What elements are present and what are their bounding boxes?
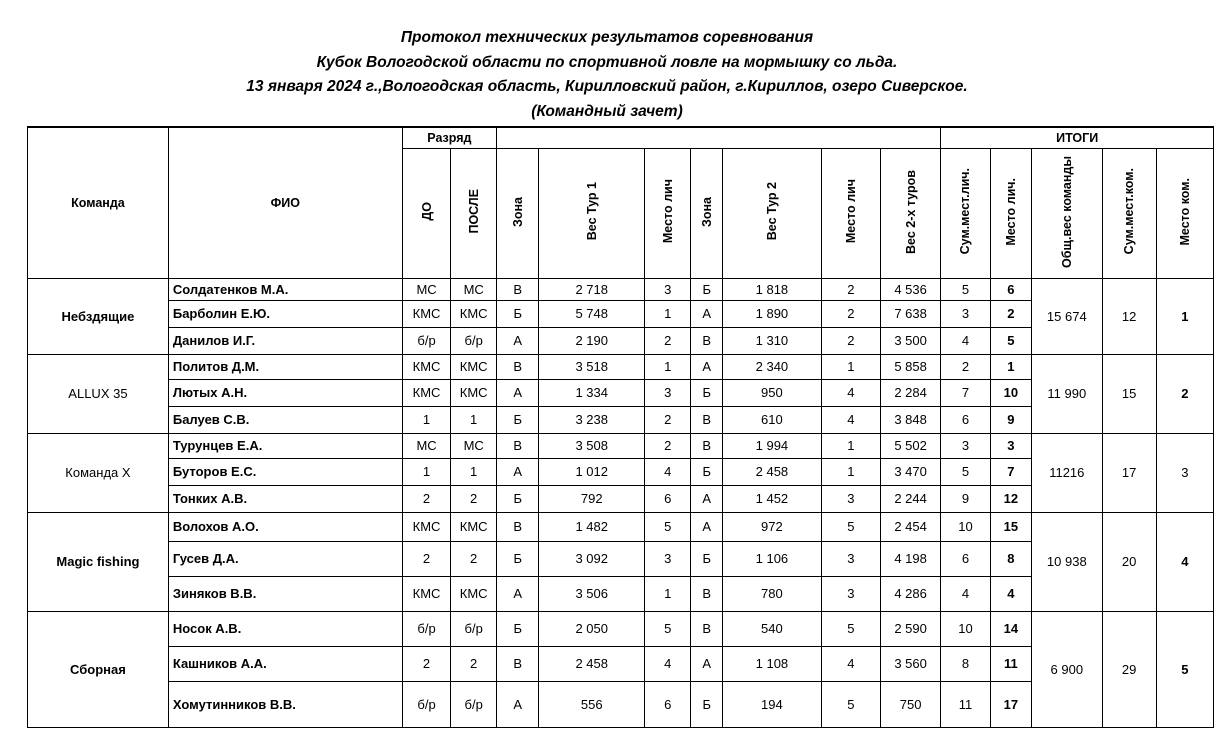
weight-2: 540 bbox=[723, 611, 822, 646]
zone-2: А bbox=[691, 512, 723, 541]
weight-1: 1 482 bbox=[539, 512, 645, 541]
weight-2: 1 890 bbox=[723, 300, 822, 327]
weight-total: 4 198 bbox=[880, 541, 940, 576]
place-1: 2 bbox=[645, 406, 691, 433]
sum-places: 6 bbox=[941, 406, 990, 433]
header-place-2: Место лич bbox=[821, 148, 880, 278]
zone-1: А bbox=[497, 379, 539, 406]
team-place: 3 bbox=[1156, 433, 1213, 512]
team-weight: 10 938 bbox=[1032, 512, 1102, 611]
team-weight: 6 900 bbox=[1032, 611, 1102, 727]
weight-total: 7 638 bbox=[880, 300, 940, 327]
sum-places: 10 bbox=[941, 611, 990, 646]
document-title bbox=[0, 26, 1214, 124]
place-1: 3 bbox=[645, 541, 691, 576]
weight-2: 972 bbox=[723, 512, 822, 541]
rank-after: 2 bbox=[451, 485, 497, 512]
header-totals-group: ИТОГИ bbox=[941, 127, 1214, 148]
zone-1: Б bbox=[497, 300, 539, 327]
table-row bbox=[28, 512, 1214, 541]
header-rank-after: ПОСЛЕ bbox=[451, 148, 497, 278]
place-personal: 10 bbox=[990, 379, 1031, 406]
weight-1: 792 bbox=[539, 485, 645, 512]
weight-2: 1 106 bbox=[723, 541, 822, 576]
zone-1: Б bbox=[497, 611, 539, 646]
place-personal: 3 bbox=[990, 433, 1031, 458]
title-line-1: Протокол технических результатов соревнования bbox=[400, 29, 814, 46]
weight-total: 2 454 bbox=[880, 512, 940, 541]
member-name: Зиняков В.В. bbox=[168, 576, 402, 611]
weight-total: 3 500 bbox=[880, 327, 940, 354]
zone-2: А bbox=[691, 354, 723, 379]
zone-2: В bbox=[691, 611, 723, 646]
weight-total: 2 284 bbox=[880, 379, 940, 406]
zone-1: А bbox=[497, 681, 539, 727]
sum-team-places: 17 bbox=[1102, 433, 1156, 512]
place-personal: 2 bbox=[990, 300, 1031, 327]
member-name: Хомутинников В.В. bbox=[168, 681, 402, 727]
sum-places: 2 bbox=[941, 354, 990, 379]
weight-total: 5 858 bbox=[880, 354, 940, 379]
member-name: Балуев С.В. bbox=[168, 406, 402, 433]
zone-2: Б bbox=[691, 541, 723, 576]
place-1: 5 bbox=[645, 611, 691, 646]
rank-after: б/р bbox=[451, 681, 497, 727]
place-1: 2 bbox=[645, 327, 691, 354]
header-team: Команда bbox=[28, 127, 169, 278]
member-name: Волохов А.О. bbox=[168, 512, 402, 541]
rank-before: КМС bbox=[402, 354, 451, 379]
zone-1: Б bbox=[497, 406, 539, 433]
rank-before: 2 bbox=[402, 541, 451, 576]
rank-after: КМС bbox=[451, 354, 497, 379]
place-1: 6 bbox=[645, 681, 691, 727]
rank-after: МС bbox=[451, 278, 497, 300]
zone-1: А bbox=[497, 576, 539, 611]
title-line-4: (Командный зачет) bbox=[531, 102, 683, 120]
zone-2: А bbox=[691, 646, 723, 681]
weight-1: 3 518 bbox=[539, 354, 645, 379]
place-1: 4 bbox=[645, 646, 691, 681]
rank-after: КМС bbox=[451, 576, 497, 611]
weight-1: 2 050 bbox=[539, 611, 645, 646]
weight-total: 750 bbox=[880, 681, 940, 727]
zone-2: Б bbox=[691, 681, 723, 727]
weight-1: 3 508 bbox=[539, 433, 645, 458]
place-2: 5 bbox=[821, 512, 880, 541]
team-place: 1 bbox=[1156, 278, 1213, 354]
place-1: 1 bbox=[645, 300, 691, 327]
zone-2: А bbox=[691, 300, 723, 327]
sum-places: 7 bbox=[941, 379, 990, 406]
place-2: 1 bbox=[821, 433, 880, 458]
rank-after: 2 bbox=[451, 646, 497, 681]
header-fio: ФИО bbox=[168, 127, 402, 278]
rank-after: МС bbox=[451, 433, 497, 458]
zone-2: Б bbox=[691, 379, 723, 406]
table-row bbox=[28, 433, 1214, 458]
rank-after: КМС bbox=[451, 300, 497, 327]
sum-team-places: 20 bbox=[1102, 512, 1156, 611]
weight-total: 5 502 bbox=[880, 433, 940, 458]
place-1: 5 bbox=[645, 512, 691, 541]
sum-places: 4 bbox=[941, 327, 990, 354]
place-personal: 11 bbox=[990, 646, 1031, 681]
rank-before: 1 bbox=[402, 406, 451, 433]
rank-before: КМС bbox=[402, 379, 451, 406]
weight-total: 2 590 bbox=[880, 611, 940, 646]
place-personal: 9 bbox=[990, 406, 1031, 433]
weight-total: 3 470 bbox=[880, 458, 940, 485]
zone-1: А bbox=[497, 327, 539, 354]
weight-2: 1 818 bbox=[723, 278, 822, 300]
rank-before: б/р bbox=[402, 611, 451, 646]
weight-2: 780 bbox=[723, 576, 822, 611]
weight-1: 2 190 bbox=[539, 327, 645, 354]
zone-1: В bbox=[497, 278, 539, 300]
weight-1: 1 012 bbox=[539, 458, 645, 485]
place-2: 3 bbox=[821, 485, 880, 512]
place-2: 4 bbox=[821, 379, 880, 406]
place-2: 1 bbox=[821, 354, 880, 379]
weight-total: 3 560 bbox=[880, 646, 940, 681]
header-sum-team-places: Сум.мест.ком. bbox=[1102, 148, 1156, 278]
place-2: 2 bbox=[821, 300, 880, 327]
team-name: ALLUX 35 bbox=[28, 354, 169, 433]
rank-before: МС bbox=[402, 433, 451, 458]
zone-2: А bbox=[691, 485, 723, 512]
weight-1: 3 238 bbox=[539, 406, 645, 433]
team-weight: 11216 bbox=[1032, 433, 1102, 512]
sum-places: 11 bbox=[941, 681, 990, 727]
weight-1: 2 458 bbox=[539, 646, 645, 681]
table-row bbox=[28, 354, 1214, 379]
title-line-3: 13 января 2024 г.,Вологодская область, Кирилловский район, г.Кириллов, озеро Сиверское. bbox=[246, 78, 968, 95]
rank-after: КМС bbox=[451, 379, 497, 406]
weight-2: 1 310 bbox=[723, 327, 822, 354]
member-name: Кашников А.А. bbox=[168, 646, 402, 681]
zone-2: В bbox=[691, 406, 723, 433]
member-name: Носок А.В. bbox=[168, 611, 402, 646]
rank-after: 1 bbox=[451, 406, 497, 433]
rank-after: 2 bbox=[451, 541, 497, 576]
place-2: 4 bbox=[821, 646, 880, 681]
member-name: Барболин Е.Ю. bbox=[168, 300, 402, 327]
sum-places: 4 bbox=[941, 576, 990, 611]
rank-after: б/р bbox=[451, 611, 497, 646]
weight-2: 1 994 bbox=[723, 433, 822, 458]
weight-2: 950 bbox=[723, 379, 822, 406]
header-place-1: Место лич bbox=[645, 148, 691, 278]
weight-2: 1 452 bbox=[723, 485, 822, 512]
team-name: Команда Х bbox=[28, 433, 169, 512]
zone-1: В bbox=[497, 433, 539, 458]
member-name: Лютых А.Н. bbox=[168, 379, 402, 406]
sum-places: 5 bbox=[941, 458, 990, 485]
rank-before: 2 bbox=[402, 646, 451, 681]
place-2: 2 bbox=[821, 327, 880, 354]
zone-1: Б bbox=[497, 485, 539, 512]
place-1: 2 bbox=[645, 433, 691, 458]
header-rank-group: Разряд bbox=[402, 127, 496, 148]
place-personal: 14 bbox=[990, 611, 1031, 646]
rank-before: б/р bbox=[402, 327, 451, 354]
zone-1: В bbox=[497, 512, 539, 541]
place-personal: 6 bbox=[990, 278, 1031, 300]
member-name: Данилов И.Г. bbox=[168, 327, 402, 354]
place-personal: 17 bbox=[990, 681, 1031, 727]
header-place-personal: Место лич. bbox=[990, 148, 1031, 278]
sum-team-places: 12 bbox=[1102, 278, 1156, 354]
member-name: Гусев Д.А. bbox=[168, 541, 402, 576]
header-team-weight: Общ.вес команды bbox=[1032, 148, 1102, 278]
results-table bbox=[27, 126, 1214, 728]
header-weight-2: Вес Тур 2 bbox=[723, 148, 822, 278]
place-2: 4 bbox=[821, 406, 880, 433]
sum-places: 6 bbox=[941, 541, 990, 576]
header-zone-1: Зона bbox=[497, 148, 539, 278]
sum-places: 3 bbox=[941, 300, 990, 327]
team-weight: 15 674 bbox=[1032, 278, 1102, 354]
rank-before: КМС bbox=[402, 576, 451, 611]
sum-places: 9 bbox=[941, 485, 990, 512]
team-name: Небздящие bbox=[28, 278, 169, 354]
weight-1: 556 bbox=[539, 681, 645, 727]
header-rank-before: ДО bbox=[402, 148, 451, 278]
weight-total: 4 286 bbox=[880, 576, 940, 611]
team-name: Сборная bbox=[28, 611, 169, 727]
place-personal: 1 bbox=[990, 354, 1031, 379]
place-2: 3 bbox=[821, 541, 880, 576]
member-name: Политов Д.М. bbox=[168, 354, 402, 379]
table-row bbox=[28, 278, 1214, 300]
header-weight-total: Вес 2-х туров bbox=[880, 148, 940, 278]
team-place: 4 bbox=[1156, 512, 1213, 611]
rank-before: МС bbox=[402, 278, 451, 300]
member-name: Тонких А.В. bbox=[168, 485, 402, 512]
place-2: 5 bbox=[821, 681, 880, 727]
rank-after: КМС bbox=[451, 512, 497, 541]
zone-2: Б bbox=[691, 458, 723, 485]
header-team-place: Место ком. bbox=[1156, 148, 1213, 278]
zone-1: А bbox=[497, 458, 539, 485]
place-2: 1 bbox=[821, 458, 880, 485]
place-personal: 7 bbox=[990, 458, 1031, 485]
place-1: 4 bbox=[645, 458, 691, 485]
place-personal: 5 bbox=[990, 327, 1031, 354]
weight-1: 3 506 bbox=[539, 576, 645, 611]
header-zone-2: Зона bbox=[691, 148, 723, 278]
zone-1: В bbox=[497, 646, 539, 681]
place-personal: 12 bbox=[990, 485, 1031, 512]
weight-1: 5 748 bbox=[539, 300, 645, 327]
weight-2: 2 458 bbox=[723, 458, 822, 485]
rank-before: 2 bbox=[402, 485, 451, 512]
sum-places: 3 bbox=[941, 433, 990, 458]
rank-before: КМС bbox=[402, 512, 451, 541]
weight-1: 3 092 bbox=[539, 541, 645, 576]
title-line-2: Кубок Вологодской области по спортивной ловле на мормышку со льда. bbox=[316, 53, 898, 71]
weight-total: 3 848 bbox=[880, 406, 940, 433]
sum-team-places: 15 bbox=[1102, 354, 1156, 433]
weight-total: 4 536 bbox=[880, 278, 940, 300]
zone-1: В bbox=[497, 354, 539, 379]
header-empty bbox=[497, 127, 941, 148]
table-row bbox=[28, 611, 1214, 646]
member-name: Турунцев Е.А. bbox=[168, 433, 402, 458]
rank-after: 1 bbox=[451, 458, 497, 485]
place-1: 3 bbox=[645, 278, 691, 300]
place-2: 5 bbox=[821, 611, 880, 646]
team-place: 5 bbox=[1156, 611, 1213, 727]
sum-team-places: 29 bbox=[1102, 611, 1156, 727]
zone-1: Б bbox=[497, 541, 539, 576]
weight-total: 2 244 bbox=[880, 485, 940, 512]
place-personal: 8 bbox=[990, 541, 1031, 576]
place-1: 1 bbox=[645, 354, 691, 379]
rank-before: б/р bbox=[402, 681, 451, 727]
sum-places: 10 bbox=[941, 512, 990, 541]
weight-2: 610 bbox=[723, 406, 822, 433]
weight-1: 1 334 bbox=[539, 379, 645, 406]
team-name: Magic fishing bbox=[28, 512, 169, 611]
header-sum-places: Сум.мест.лич. bbox=[941, 148, 990, 278]
weight-1: 2 718 bbox=[539, 278, 645, 300]
zone-2: В bbox=[691, 576, 723, 611]
place-personal: 4 bbox=[990, 576, 1031, 611]
member-name: Буторов Е.С. bbox=[168, 458, 402, 485]
header-weight-1: Вес Тур 1 bbox=[539, 148, 645, 278]
team-place: 2 bbox=[1156, 354, 1213, 433]
sum-places: 8 bbox=[941, 646, 990, 681]
weight-2: 1 108 bbox=[723, 646, 822, 681]
place-2: 3 bbox=[821, 576, 880, 611]
place-1: 1 bbox=[645, 576, 691, 611]
rank-after: б/р bbox=[451, 327, 497, 354]
place-1: 3 bbox=[645, 379, 691, 406]
place-personal: 15 bbox=[990, 512, 1031, 541]
zone-2: В bbox=[691, 433, 723, 458]
zone-2: В bbox=[691, 327, 723, 354]
team-weight: 11 990 bbox=[1032, 354, 1102, 433]
rank-before: КМС bbox=[402, 300, 451, 327]
weight-2: 194 bbox=[723, 681, 822, 727]
member-name: Солдатенков М.А. bbox=[168, 278, 402, 300]
place-1: 6 bbox=[645, 485, 691, 512]
rank-before: 1 bbox=[402, 458, 451, 485]
zone-2: Б bbox=[691, 278, 723, 300]
place-2: 2 bbox=[821, 278, 880, 300]
weight-2: 2 340 bbox=[723, 354, 822, 379]
sum-places: 5 bbox=[941, 278, 990, 300]
